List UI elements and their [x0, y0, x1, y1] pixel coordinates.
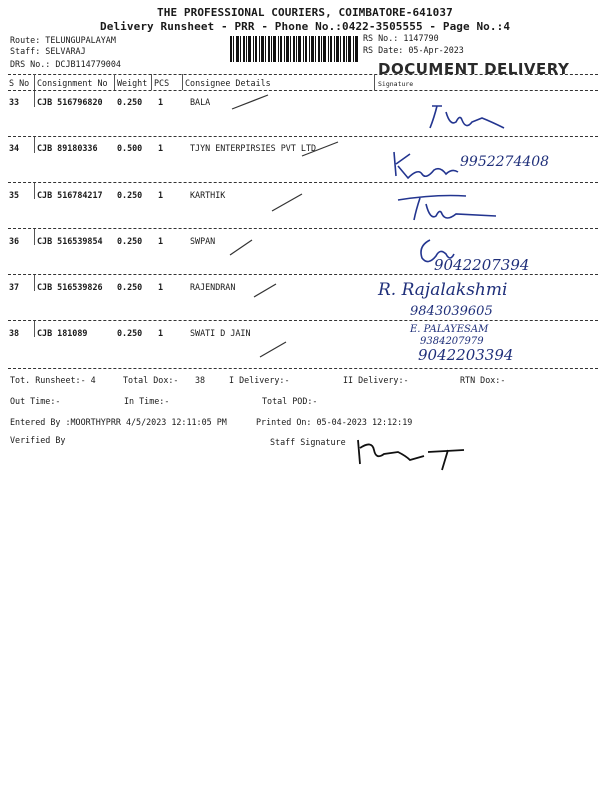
row-consignee: RAJENDRAN	[190, 282, 236, 292]
tick-mark	[230, 93, 270, 113]
signature-row35	[396, 190, 506, 226]
total-dox-value: 38	[195, 375, 206, 385]
col-sep	[34, 183, 35, 199]
signature-row33	[420, 98, 510, 136]
row-pcs: 1	[158, 236, 164, 246]
row-consignment: CJB 516539826	[37, 282, 103, 292]
rtn-dox-label: RTN Dox:-	[460, 375, 506, 385]
col-sep	[34, 74, 35, 90]
row-sno: 37	[9, 282, 20, 292]
tick-mark	[270, 192, 304, 214]
tick-mark	[300, 140, 340, 160]
row-consignee: BALA	[190, 97, 211, 107]
row-consignee: TJYN ENTERPIRSIES PVT LTD	[190, 143, 317, 153]
row-sno: 38	[9, 328, 20, 338]
i-delivery-label: I Delivery:-	[229, 375, 290, 385]
row-sno: 33	[9, 97, 20, 107]
row-divider	[8, 228, 598, 229]
col-header-sno: S No	[9, 78, 30, 88]
row-weight: 0.500	[117, 143, 143, 153]
col-sep	[374, 74, 375, 90]
row-divider	[8, 368, 598, 369]
row-pcs: 1	[158, 97, 164, 107]
printed-on: Printed On: 05-04-2023 12:12:19	[256, 417, 413, 427]
row-consignment: CJB 516539854	[37, 236, 103, 246]
table-header-rule	[8, 90, 598, 91]
row-consignee: SWATI D JAIN	[190, 328, 251, 338]
rs-date: RS Date: 05-Apr-2023	[363, 45, 464, 55]
row-pcs: 1	[158, 282, 164, 292]
tick-mark	[258, 340, 288, 360]
entered-by: Entered By :MOORTHYPRR 4/5/2023 12:11:05 PM	[10, 417, 227, 427]
row-consignee: KARTHIK	[190, 190, 226, 200]
total-dox-label: Total Dox:-	[123, 375, 179, 385]
out-time-label: Out Time:-	[10, 396, 61, 406]
staff-signature-mark	[352, 436, 470, 472]
handwritten-phone: 9952274408	[460, 154, 550, 170]
row-pcs: 1	[158, 143, 164, 153]
in-time-label: In Time:-	[124, 396, 170, 406]
row-divider	[8, 182, 598, 183]
ii-delivery-label: II Delivery:-	[343, 375, 409, 385]
barcode-image	[230, 36, 358, 62]
col-sep	[34, 275, 35, 291]
staff-signature-label: Staff Signature	[270, 437, 346, 447]
row-sno: 36	[9, 236, 20, 246]
document-delivery-stamp: DOCUMENT DELIVERY	[378, 60, 570, 78]
col-header-pcs: PCS	[154, 78, 170, 88]
tick-mark	[252, 282, 278, 300]
col-sep	[34, 137, 35, 153]
row-weight: 0.250	[117, 97, 143, 107]
row-weight: 0.250	[117, 190, 143, 200]
row-sno: 34	[9, 143, 20, 153]
row-weight: 0.250	[117, 282, 143, 292]
row-sno: 35	[9, 190, 20, 200]
row-divider	[8, 274, 598, 275]
col-header-consignment: Consignment No	[37, 78, 108, 88]
handwritten-phone: 9384207979	[420, 336, 484, 347]
col-sep	[182, 74, 183, 90]
row-divider	[8, 320, 598, 321]
row-consignment: CJB 516796820	[37, 97, 103, 107]
table-top-rule	[8, 74, 598, 75]
row-consignment: CJB 181089	[37, 328, 88, 338]
col-sep	[34, 229, 35, 245]
row-consignment: CJB 89180336	[37, 143, 98, 153]
handwritten-phone: 9042207394	[434, 256, 530, 274]
route-label: Route: TELUNGUPALAYAM	[10, 35, 116, 45]
company-title: THE PROFESSIONAL COURIERS, COIMBATORE-641037	[157, 6, 453, 19]
handwritten-name: E. PALAYESAM	[410, 324, 489, 335]
col-header-consignee: Consignee Details	[185, 78, 271, 88]
col-header-signature: Signature	[378, 80, 414, 88]
total-pod-label: Total POD:-	[262, 396, 318, 406]
row-divider	[8, 136, 598, 137]
col-header-weight: Weight	[117, 78, 148, 88]
row-weight: 0.250	[117, 236, 143, 246]
tot-runsheet: Tot. Runsheet:- 4	[10, 375, 96, 385]
row-pcs: 1	[158, 190, 164, 200]
col-sep	[151, 74, 152, 90]
tick-mark	[228, 238, 254, 258]
row-consignment: CJB 516784217	[37, 190, 103, 200]
col-sep	[34, 321, 35, 337]
staff-label: Staff: SELVARAJ	[10, 46, 86, 56]
row-pcs: 1	[158, 328, 164, 338]
runsheet-title: Delivery Runsheet - PRR - Phone No.:0422-3505555 - Page No.:4	[100, 20, 511, 33]
handwritten-phone: 9843039605	[410, 304, 493, 319]
handwritten-phone: 9042203394	[418, 346, 514, 364]
col-sep	[114, 74, 115, 90]
row-weight: 0.250	[117, 328, 143, 338]
handwritten-name: R. Rajalakshmi	[378, 280, 508, 300]
row-consignee: SWPAN	[190, 236, 216, 246]
verified-by-label: Verified By	[10, 435, 66, 445]
drs-number: DRS No.: DCJB114779004	[10, 59, 121, 69]
rs-number: RS No.: 1147790	[363, 33, 439, 43]
col-sep	[34, 91, 35, 107]
